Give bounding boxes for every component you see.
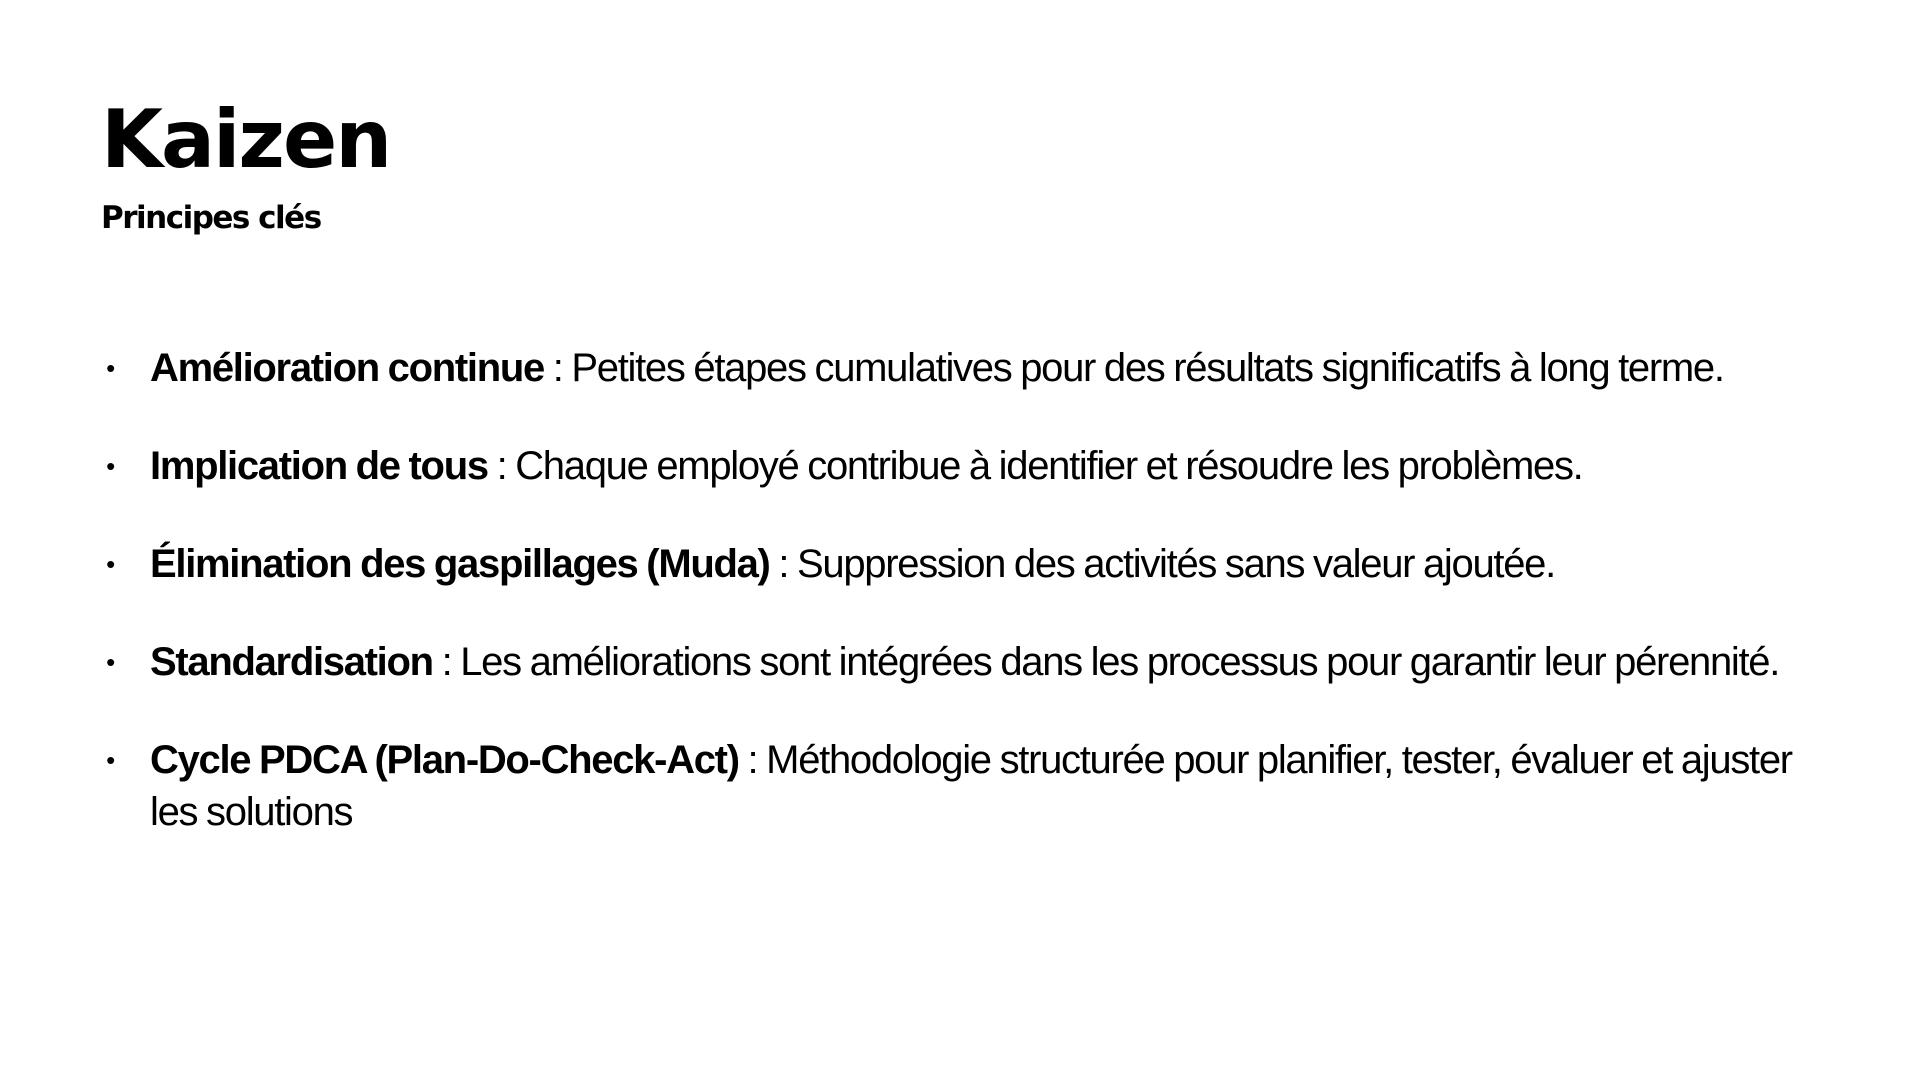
principle-term: Amélioration continue	[150, 346, 544, 390]
principle-description: : Petites étapes cumulatives pour des résultats significatifs à long terme.	[543, 346, 1724, 390]
principle-term: Cycle PDCA (Plan-Do-Check-Act)	[150, 738, 739, 782]
principle-description: : Chaque employé contribue à identifier et résoudre les problèmes.	[487, 444, 1583, 488]
principle-description: : Méthodologie structurée pour planifier, tester, évaluer et ajuster les solutions	[150, 738, 1792, 834]
principle-term: Standardisation	[150, 640, 433, 684]
principle-item-pdca-cycle	[100, 734, 1820, 838]
principle-term: Implication de tous	[150, 444, 488, 488]
slide-subtitle: Principes clés	[101, 200, 321, 236]
bullet-icon: •	[106, 549, 114, 579]
principle-item-continuous-improvement	[100, 342, 1820, 394]
principle-term: Élimination des gaspillages (Muda)	[150, 542, 770, 586]
bullet-icon: •	[106, 647, 114, 677]
principle-description: : Les améliorations sont intégrées dans les processus pour garantir leur pérennité.	[432, 640, 1780, 684]
principle-description: : Suppression des activités sans valeur ajoutée.	[769, 542, 1555, 586]
bullet-icon: •	[106, 451, 114, 481]
principle-item-standardisation	[100, 636, 1820, 688]
slide-title: Kaizen	[101, 93, 391, 186]
bullet-icon: •	[106, 745, 114, 775]
principle-item-involvement	[100, 440, 1820, 492]
principle-item-waste-elimination	[100, 538, 1820, 590]
bullet-icon: •	[106, 353, 114, 383]
principles-list	[100, 342, 1820, 884]
